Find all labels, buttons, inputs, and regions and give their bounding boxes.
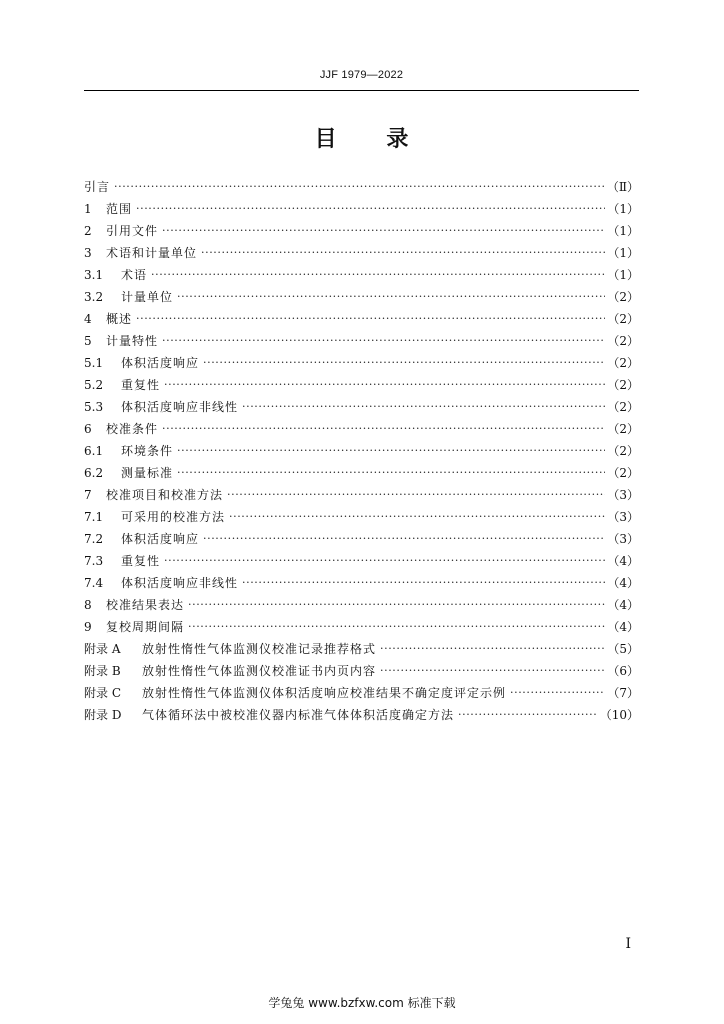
toc-entry-page: （6） — [607, 664, 639, 678]
toc-entry-number: 附录 C — [84, 686, 121, 700]
toc-leader-dots — [203, 352, 605, 374]
toc-entry-number: 8 — [84, 598, 92, 612]
toc-entry[interactable] — [84, 176, 639, 198]
toc-entry-page: （2） — [607, 466, 639, 480]
toc-entry-number: 3.2 — [84, 290, 104, 304]
toc-entry-page: （1） — [607, 224, 639, 238]
toc-entry[interactable] — [84, 660, 639, 682]
toc-entry-page: （10） — [599, 708, 639, 722]
toc-entry-page: （1） — [607, 246, 639, 260]
toc-entry-label: 环境条件 — [121, 444, 174, 458]
toc-entry[interactable] — [84, 572, 639, 594]
toc-entry[interactable] — [84, 682, 639, 704]
toc-entry-label: 校准项目和校准方法 — [106, 488, 224, 502]
toc-leader-dots — [164, 550, 605, 572]
toc-entry-number: 7.3 — [84, 554, 104, 568]
toc-leader-dots — [458, 704, 598, 726]
toc-leader-dots — [227, 484, 605, 506]
toc-entry-label: 校准条件 — [106, 422, 159, 436]
title-char-2: 录 — [386, 127, 409, 152]
toc-entry-page: （2） — [607, 312, 639, 326]
toc-entry[interactable] — [84, 594, 639, 616]
toc-entry-number: 6.2 — [84, 466, 104, 480]
toc-entry-label: 体积活度响应 — [121, 356, 200, 370]
toc-leader-dots — [177, 286, 605, 308]
toc-leader-dots — [242, 396, 605, 418]
toc-leader-dots — [162, 330, 605, 352]
toc-entry-label: 术语 — [121, 268, 148, 282]
toc-entry-label: 体积活度响应非线性 — [121, 576, 239, 590]
toc-entry-label: 可采用的校准方法 — [121, 510, 226, 524]
toc-entry[interactable] — [84, 440, 639, 462]
toc-entry-number: 6 — [84, 422, 92, 436]
toc-entry-page: （1） — [607, 268, 639, 282]
toc-entry-label: 术语和计量单位 — [106, 246, 198, 260]
toc-leader-dots — [229, 506, 605, 528]
toc-entry-number: 4 — [84, 312, 92, 326]
toc-leader-dots — [136, 198, 605, 220]
toc-entry-number: 5 — [84, 334, 92, 348]
toc-entry[interactable] — [84, 264, 639, 286]
toc-entry-number: 7.1 — [84, 510, 104, 524]
toc-entry-page: （2） — [607, 400, 639, 414]
toc-entry[interactable] — [84, 330, 639, 352]
toc-entry-number: 引言 — [84, 180, 111, 194]
toc-entry-page: （2） — [607, 378, 639, 392]
toc-entry-label: 体积活度响应 — [121, 532, 200, 546]
toc-entry-number: 5.3 — [84, 400, 104, 414]
toc-leader-dots — [242, 572, 605, 594]
toc-entry-label: 气体循环法中被校准仪器内标准气体体积活度确定方法 — [142, 708, 455, 722]
toc-entry-label: 测量标准 — [121, 466, 174, 480]
toc-entry-label: 重复性 — [121, 378, 161, 392]
toc-entry-page: （5） — [607, 642, 639, 656]
toc-entry-page: （2） — [607, 290, 639, 304]
toc-entry-label: 放射性惰性气体监测仪校准记录推荐格式 — [142, 642, 377, 656]
page-number: I — [625, 936, 631, 952]
toc-entry[interactable] — [84, 550, 639, 572]
toc-entry-number: 7 — [84, 488, 92, 502]
toc-entry-page: （7） — [607, 686, 639, 700]
toc-entry[interactable] — [84, 462, 639, 484]
toc-leader-dots — [151, 264, 605, 286]
toc-entry-number: 附录 B — [84, 664, 121, 678]
toc-entry-page: （2） — [607, 444, 639, 458]
toc-leader-dots — [510, 682, 605, 704]
toc-entry[interactable] — [84, 352, 639, 374]
toc-entry-number: 2 — [84, 224, 92, 238]
toc-entry[interactable] — [84, 286, 639, 308]
toc-entry-label: 体积活度响应非线性 — [121, 400, 239, 414]
toc-entry-number: 1 — [84, 202, 92, 216]
toc-entry-label: 放射性惰性气体监测仪校准证书内页内容 — [142, 664, 377, 678]
toc-entry-page: （2） — [607, 356, 639, 370]
toc-entry-label: 计量单位 — [121, 290, 174, 304]
toc-entry-label: 计量特性 — [106, 334, 159, 348]
toc-entry-label: 放射性惰性气体监测仪体积活度响应校准结果不确定度评定示例 — [142, 686, 507, 700]
toc-entry-page: （2） — [607, 422, 639, 436]
toc-leader-dots — [162, 220, 605, 242]
toc-leader-dots — [201, 242, 605, 264]
toc-entry-number: 3 — [84, 246, 92, 260]
toc-leader-dots — [380, 660, 605, 682]
toc-entry[interactable] — [84, 484, 639, 506]
toc-entry-page: （Ⅱ） — [606, 180, 639, 194]
toc-entry-page: （4） — [607, 620, 639, 634]
toc-entry[interactable] — [84, 418, 639, 440]
toc-leader-dots — [177, 462, 605, 484]
toc-leader-dots — [114, 176, 605, 198]
toc-entry[interactable] — [84, 528, 639, 550]
title-char-1: 目 — [314, 127, 337, 152]
page-title — [84, 122, 639, 153]
toc-entry-page: （4） — [607, 598, 639, 612]
toc-entry-number: 7.2 — [84, 532, 104, 546]
toc-entry-number: 3.1 — [84, 268, 104, 282]
toc-entry-number: 7.4 — [84, 576, 104, 590]
toc-entry-number: 9 — [84, 620, 92, 634]
toc-entry[interactable] — [84, 220, 639, 242]
toc-entry-label: 重复性 — [121, 554, 161, 568]
toc-entry[interactable] — [84, 242, 639, 264]
toc-entry-page: （2） — [607, 334, 639, 348]
toc-entry[interactable] — [84, 308, 639, 330]
toc-entry[interactable] — [84, 198, 639, 220]
toc-entry-page: （3） — [607, 532, 639, 546]
header-rule — [84, 90, 639, 91]
toc-entry-page: （1） — [607, 202, 639, 216]
toc-entry-label: 校准结果表达 — [106, 598, 185, 612]
toc-entry-number: 5.2 — [84, 378, 104, 392]
toc-entry[interactable] — [84, 638, 639, 660]
toc-leader-dots — [380, 638, 605, 660]
toc-entry[interactable] — [84, 396, 639, 418]
toc-entry-number: 附录 A — [84, 642, 121, 656]
toc-entry-number: 6.1 — [84, 444, 104, 458]
toc-entry-label: 范围 — [106, 202, 133, 216]
toc-entry[interactable] — [84, 704, 639, 726]
toc-entry-label: 复校周期间隔 — [106, 620, 185, 634]
toc-leader-dots — [177, 440, 605, 462]
document-code-header: JJF 1979—2022 — [319, 69, 404, 81]
toc-leader-dots — [188, 616, 605, 638]
toc-entry-number: 5.1 — [84, 356, 104, 370]
footer-watermark: 学兔兔 www.bzfxw.com 标准下载 — [268, 996, 456, 1010]
toc-entry[interactable] — [84, 506, 639, 528]
toc-leader-dots — [136, 308, 605, 330]
toc-entry-page: （4） — [607, 576, 639, 590]
table-of-contents — [84, 176, 639, 726]
toc-entry-number: 附录 D — [84, 708, 122, 722]
toc-leader-dots — [164, 374, 605, 396]
toc-leader-dots — [203, 528, 605, 550]
toc-leader-dots — [162, 418, 605, 440]
toc-entry-page: （3） — [607, 488, 639, 502]
toc-entry-label: 概述 — [106, 312, 133, 326]
toc-leader-dots — [188, 594, 605, 616]
toc-entry[interactable] — [84, 374, 639, 396]
toc-entry-page: （3） — [607, 510, 639, 524]
toc-entry-label: 引用文件 — [106, 224, 159, 238]
toc-entry[interactable] — [84, 616, 639, 638]
toc-entry-page: （4） — [607, 554, 639, 568]
